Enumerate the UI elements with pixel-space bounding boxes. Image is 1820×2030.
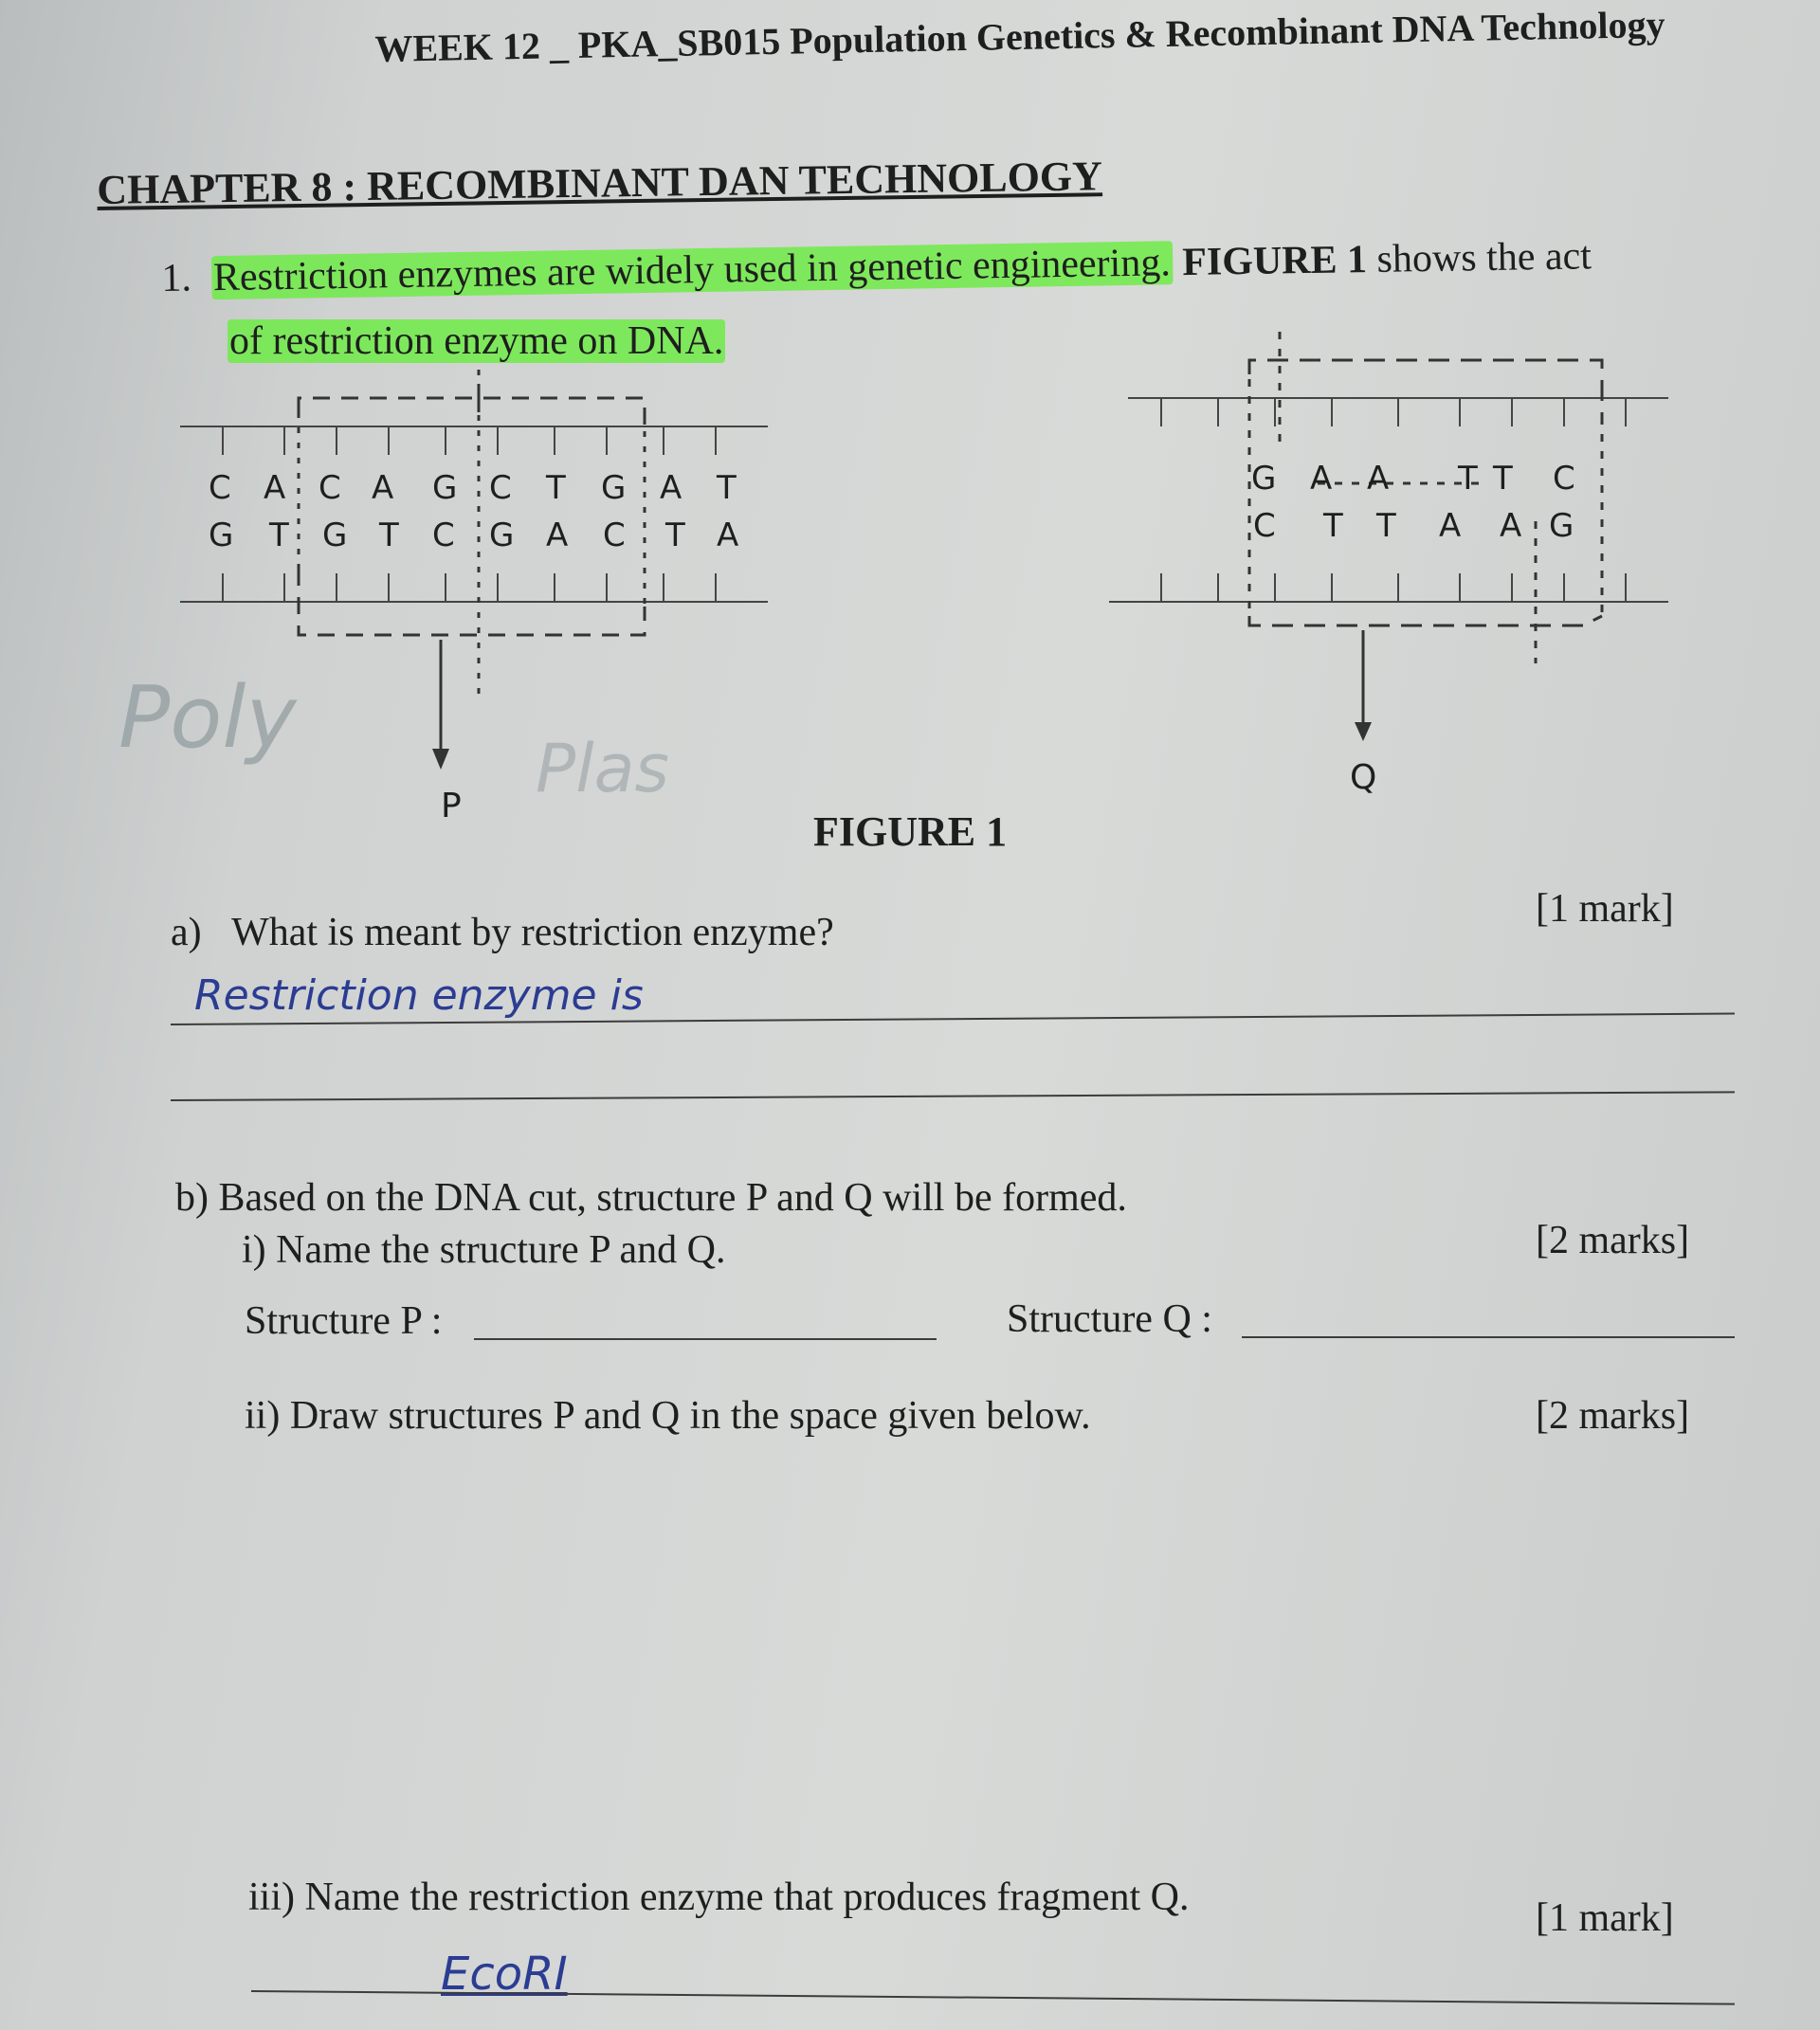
base: A [1367,460,1390,498]
base: T [1376,507,1396,545]
label-q: Q [1350,758,1377,797]
part-b-ii-question: ii) Draw structures P and Q in the space given below. [245,1394,1091,1438]
structure-q-answer-line [1242,1336,1735,1338]
base: T [1458,460,1478,498]
part-a-handwritten-answer: Restriction enzyme is [194,971,644,1020]
stem-text-3: of restriction enzyme on DNA. [229,319,724,363]
question-number: 1. [161,256,192,300]
chapter-title: CHAPTER 8 : RECOMBINANT DAN TECHNOLOGY [97,153,1103,213]
part-b-ii-marks: [2 marks] [1536,1394,1690,1438]
base: A [1500,507,1522,545]
dna-figure-right [1109,332,1678,825]
base: C [1253,507,1276,545]
base: A [717,517,739,554]
scribble-middle: Plas [536,730,670,807]
base: C [603,517,626,554]
base: C [318,469,341,507]
base: C [209,469,231,507]
figure-caption: FIGURE 1 [813,808,1008,855]
base: A [660,469,682,507]
stem-text-1: Restriction enzymes are widely used in genetic engineering. [212,241,1172,300]
question-1-stem-line2 [228,318,725,364]
base: T [269,517,289,554]
base-ticks [1161,398,1626,602]
base: A [1310,460,1333,498]
answer-line [171,1091,1735,1101]
part-b-i-marks: [2 marks] [1536,1219,1690,1262]
structure-q-label: Structure Q : [1007,1297,1212,1341]
week-title: WEEK 12 _ PKA_SB015 Population Genetics & Recombinant DNA Technology [374,2,1665,70]
base: T [379,517,399,554]
base-ticks [223,426,716,602]
base: G [432,469,458,507]
stem-text-2: shows the act [1376,234,1592,281]
arrow-head-p [432,749,449,770]
cut-lines [1249,332,1602,663]
base: A [1439,507,1462,545]
base: A [372,469,394,507]
base: G [1251,460,1277,498]
scribble-left: Poly [118,668,297,768]
part-b-iii-marks: [1 mark] [1536,1896,1674,1940]
part-b-iii-question: iii) Name the restriction enzyme that produces fragment Q. [248,1876,1190,1919]
question-1-stem [161,233,1592,301]
part-a-question-row [171,910,834,955]
part-a-marks: [1 mark] [1536,887,1674,931]
structure-p-label: Structure P : [245,1299,443,1343]
base: G [1549,507,1574,545]
base: G [489,517,515,554]
part-a-label: a) [171,911,202,954]
base: G [601,469,627,507]
base: G [209,517,234,554]
stem-figure-ref: FIGURE 1 [1181,238,1368,285]
base: C [1553,460,1575,498]
part-a-question: What is meant by restriction enzyme? [231,911,834,954]
arrow-head-q [1355,722,1372,741]
label-p: P [441,787,462,825]
drawing-space[interactable] [237,1459,1725,1839]
part-b-iii-handwritten-answer: EcoRI [441,1948,568,2001]
cut-outline [299,398,645,635]
base: G [322,517,348,554]
cut-outline [1249,360,1602,625]
base: C [489,469,512,507]
structure-p-answer-line [474,1338,937,1340]
cut-lines [299,370,645,701]
base: T [665,517,685,554]
base: T [546,469,566,507]
part-b-intro: b) Based on the DNA cut, structure P and Q will be formed. [175,1176,1127,1220]
base: T [717,469,737,507]
base: C [432,517,455,554]
base: T [1323,507,1343,545]
base: A [546,517,569,554]
part-b-i-question: i) Name the structure P and Q. [242,1228,726,1272]
base: A [264,469,286,507]
base: T [1493,460,1513,498]
